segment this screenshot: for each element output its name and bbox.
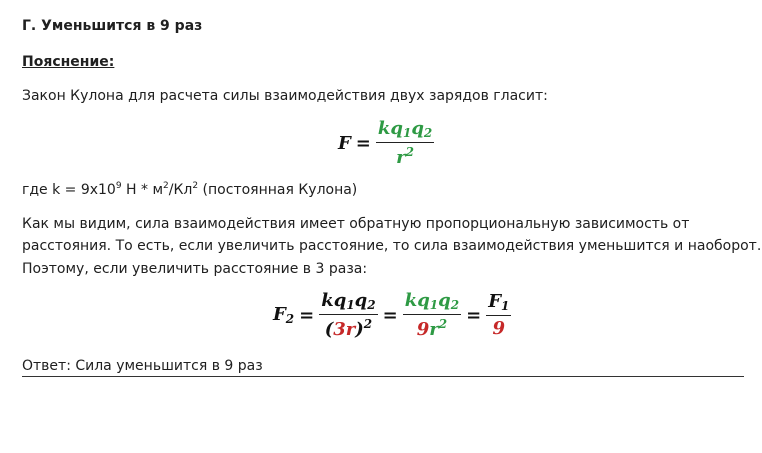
paragraph-line-2: расстояния. То есть, если увеличить расстояние, то сила взаимодействия уменьшится и наоборот. <box>22 238 762 254</box>
formula2-lhs: $F_2$ <box>273 304 295 326</box>
fraction-denominator: $r^2$ <box>396 145 414 168</box>
paragraph-line-3: Поэтому, если увеличить расстояние в 3 раза: <box>22 261 368 277</box>
fraction-a-numerator: $kq_1q_2$ <box>319 290 377 315</box>
divider-line <box>22 376 744 377</box>
formula-fraction <box>376 118 434 168</box>
intro-text: Закон Кулона для расчета силы взаимодействия двух зарядов гласит: <box>22 88 548 104</box>
fraction-b-numerator: $kq_1q_2$ <box>403 290 461 315</box>
equals-sign: = <box>466 304 482 326</box>
fraction-b <box>403 290 461 340</box>
formula-lhs: F <box>338 132 351 154</box>
coulomb-formula <box>338 118 434 168</box>
constant-line: где $k = 9х10^9$ Н * $м^2/Кл^2$ (постоянная Кулона) <box>22 181 358 198</box>
fraction-c-numerator: $F_1$ <box>486 291 511 316</box>
answer-heading: Г. Уменьшится в 9 раз <box>22 18 203 34</box>
fraction-a <box>319 290 377 340</box>
scaled-formula <box>273 290 511 340</box>
fraction-c-denominator: 9 <box>492 318 506 339</box>
answer-line: Ответ: Сила уменьшится в 9 раз <box>22 358 263 374</box>
equals-sign: = <box>382 304 398 326</box>
paragraph-line-1: Как мы видим, сила взаимодействия имеет обратную пропорциональную зависимость от <box>22 216 690 232</box>
equals-sign: = <box>355 132 371 154</box>
equals-sign: = <box>299 304 315 326</box>
explanation-label: Пояснение: <box>22 54 115 70</box>
fraction-c <box>486 291 511 339</box>
fraction-a-denominator: $(3r)^2$ <box>324 317 373 340</box>
fraction-b-denominator: $9r^2$ <box>416 317 448 340</box>
fraction-numerator: $kq_1q_2$ <box>376 118 434 143</box>
